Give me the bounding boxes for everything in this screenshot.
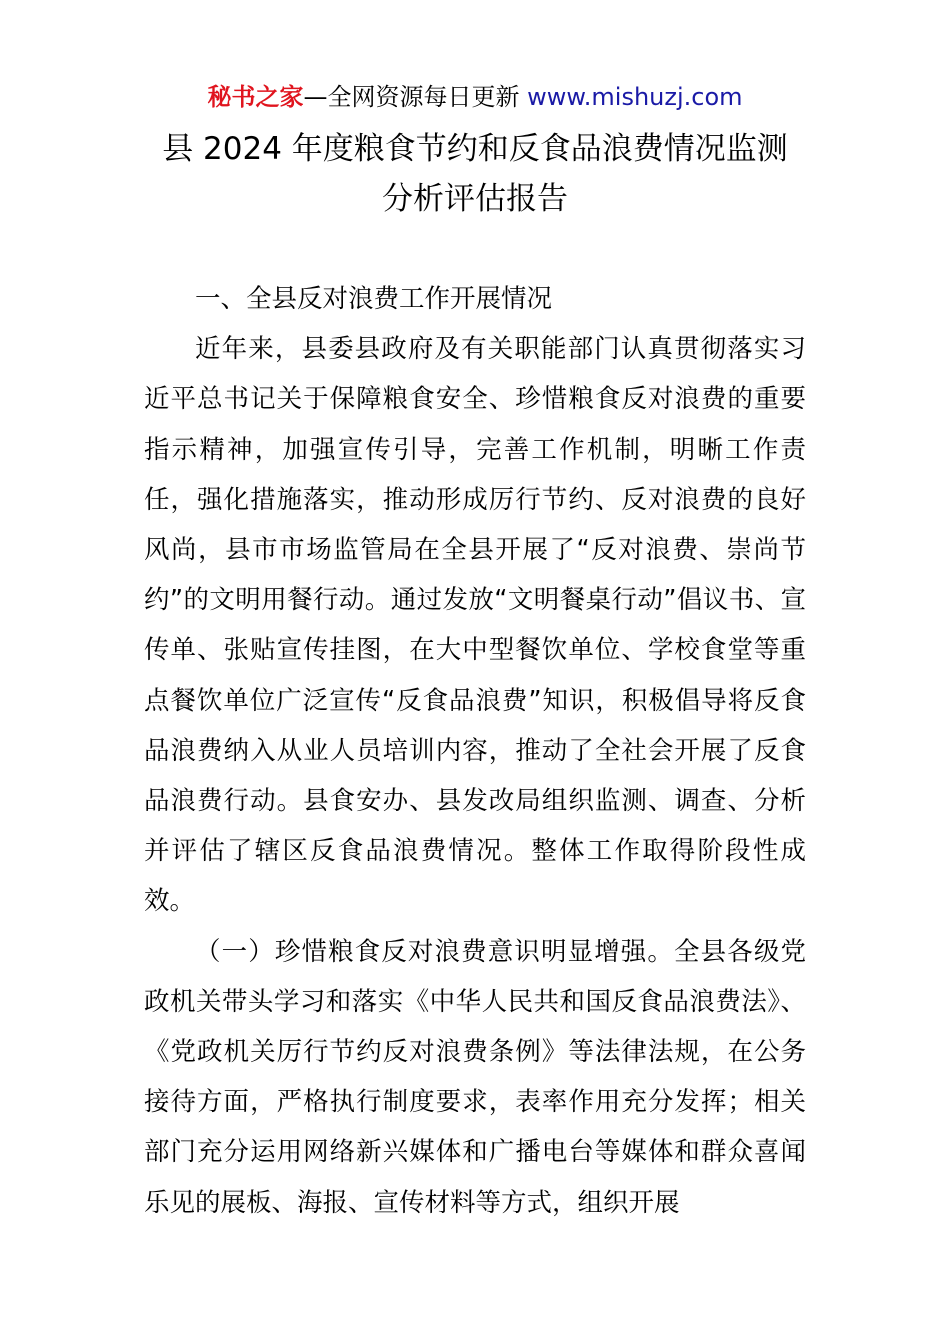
site-url-link[interactable]: www.mishuzj.com bbox=[527, 83, 743, 111]
site-tagline: —全网资源每日更新 bbox=[303, 83, 528, 111]
section-heading: 一、全县反对浪费工作开展情况 bbox=[195, 284, 553, 314]
document-title-line-1: 县 2024 年度粮食节约和反食品浪费情况监测 bbox=[162, 131, 788, 167]
document-title bbox=[0, 124, 950, 224]
body-paragraph: （一）珍惜粮食反对浪费意识明显增强。全县各级党政机关带头学习和落实《中华人民共和国反食品浪费法》、《党政机关厉行节约反对浪费条例》等法律法规，在公务接待方面，严格执行制度要求，表率作用充分发挥；相关部门充分运用网络新兴媒体和广播电台等媒体和群众喜闻乐见的展板、海报、宣传材料等方式，组织开展 bbox=[144, 936, 806, 1218]
body-paragraph: 近年来，县委县政府及有关职能部门认真贯彻落实习近平总书记关于保障粮食安全、珍惜粮食反对浪费的重要指示精神，加强宣传引导，完善工作机制，明晰工作责任，强化措施落实，推动形成厉行节约、反对浪费的良好风尚，县市市场监管局在全县开展了“反对浪费、崇尚节约”的文明用餐行动。通过发放“文明餐桌行动”倡议书、宣传单、张贴宣传挂图，在大中型餐饮单位、学校食堂等重点餐饮单位广泛宣传“反食品浪费”知识，积极倡导将反食品浪费纳入从业人员培训内容，推动了全社会开展了反食品浪费行动。县食安办、县发改局组织监测、调查、分析并评估了辖区反食品浪费情况。整体工作取得阶段性成效。 bbox=[144, 334, 806, 917]
site-brand-name: 秘书之家 bbox=[207, 83, 304, 111]
document-body bbox=[144, 274, 806, 1228]
site-banner bbox=[0, 80, 950, 114]
document-title-line-2: 分析评估报告 bbox=[382, 181, 568, 217]
